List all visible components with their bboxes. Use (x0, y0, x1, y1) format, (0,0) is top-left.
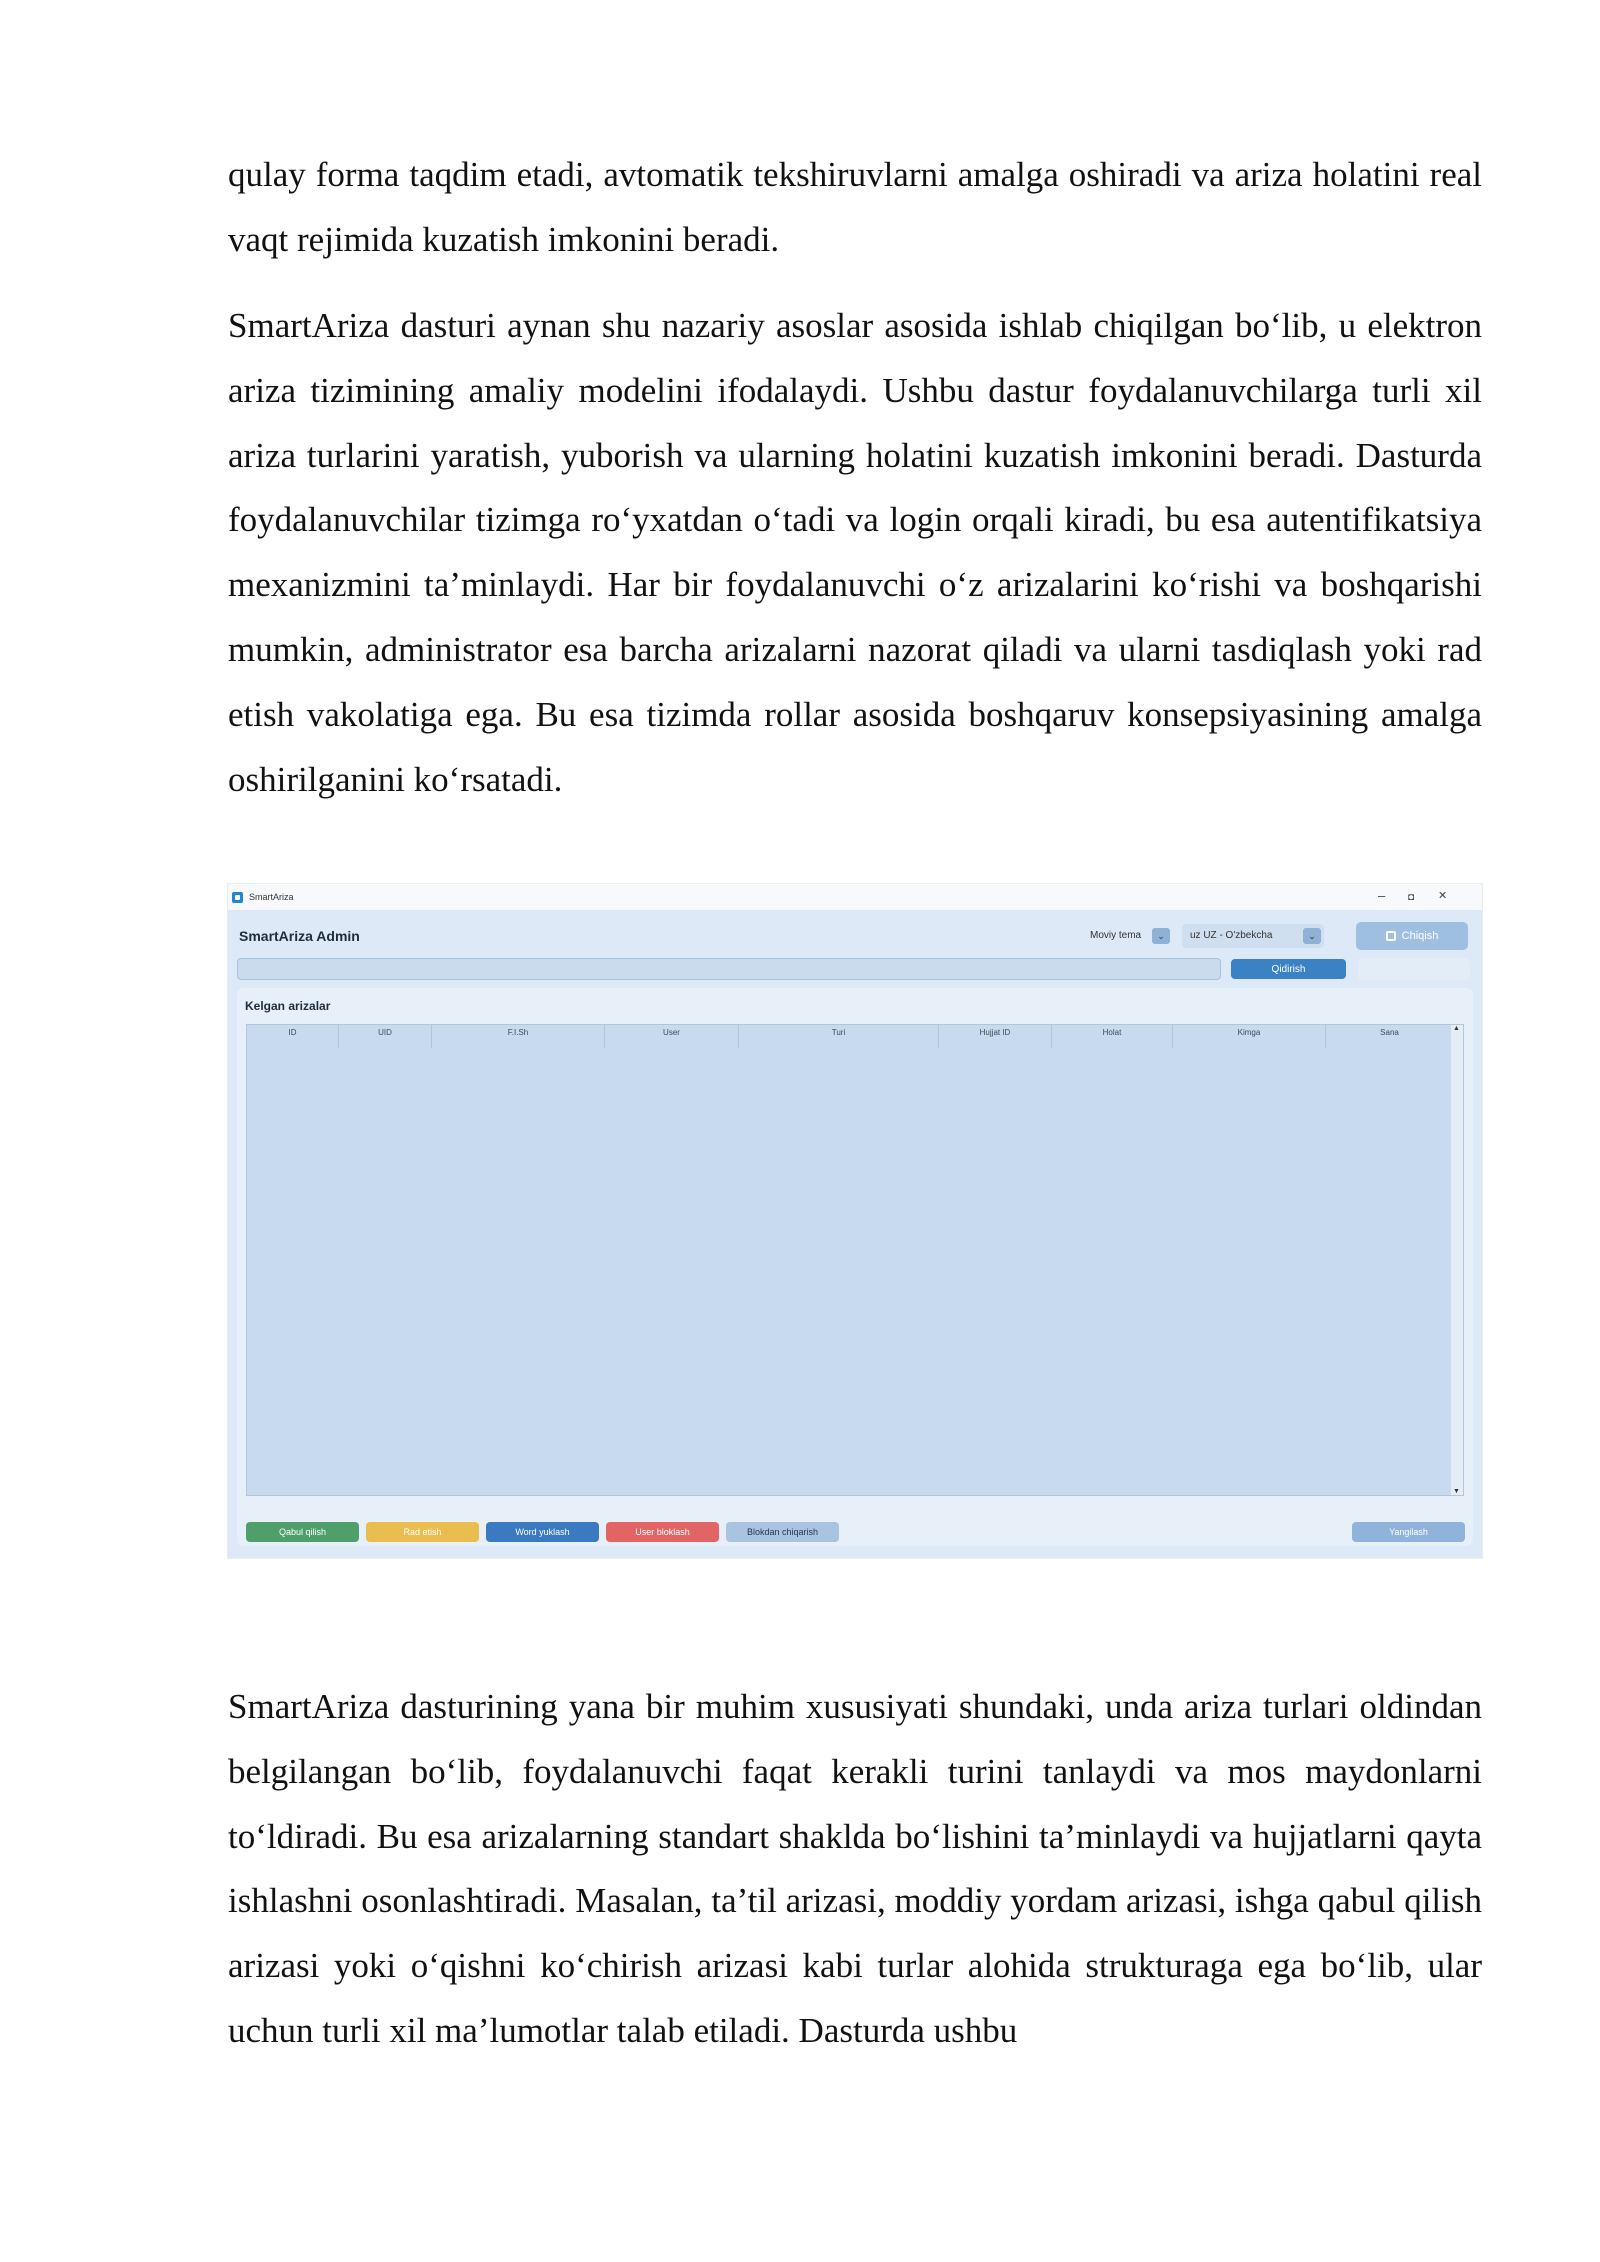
panel-title: Kelgan arizalar (245, 999, 331, 1013)
theme-label: Moviy tema (1090, 930, 1142, 941)
search-extra-field[interactable] (1358, 958, 1470, 980)
refresh-button[interactable]: Yangilash (1352, 1522, 1465, 1542)
admin-title: SmartAriza Admin (239, 928, 360, 944)
app-icon (232, 892, 243, 903)
paragraph-1: qulay forma taqdim etadi, avtomatik tekshiruvlarni amalga oshiradi va ariza holatini real vaqt rejimida kuzatish imkonini beradi. (228, 155, 1482, 259)
search-input[interactable] (237, 958, 1221, 980)
language-select[interactable] (1182, 924, 1324, 948)
window-titlebar (228, 884, 1482, 910)
table-scrollbar[interactable] (1451, 1025, 1463, 1495)
word-export-button[interactable]: Word yuklash (486, 1522, 599, 1542)
column-header-holat[interactable]: Holat (1052, 1025, 1173, 1048)
column-header-fish[interactable]: F.I.Sh (432, 1025, 605, 1048)
app-screenshot (228, 884, 1482, 1558)
approve-button[interactable]: Qabul qilish (246, 1522, 359, 1542)
applications-panel (237, 988, 1473, 1546)
paragraph-2: SmartAriza dasturi aynan shu nazariy asoslar asosida ishlab chiqilgan bo‘lib, u elektron ariza tizimining amaliy modelini ifodalaydi. Ushbu dastur foydalanuvchilarga turli xil ariza turlarini yaratish, yuborish va ularning holatini kuzatish imkonini beradi. Dasturda foydalanuvchilar tizimga ro‘yxatdan o‘tadi va login orqali kiradi, bu esa autentifikatsiya mexanizmini ta’minlaydi. Har bir foydalanuvchi o‘z arizalarini ko‘rishi va boshqarishi mumkin, administrator esa barcha arizalarni nazorat qiladi va ularni tasdiqlash yoki rad etish vakolatiga ega. Bu esa tizimda rollar asosida boshqaruv konsepsiyasining amalga oshirilganini ko‘rsatadi. (228, 306, 1482, 799)
language-value: uz UZ - O'zbekcha (1190, 930, 1273, 941)
reject-button[interactable]: Rad etish (366, 1522, 479, 1542)
column-header-id[interactable]: ID (247, 1025, 339, 1048)
column-header-uid[interactable]: UID (339, 1025, 432, 1048)
column-header-hujjat-id[interactable]: Hujjat ID (939, 1025, 1052, 1048)
header-row (228, 910, 1482, 954)
logout-button[interactable] (1356, 922, 1468, 950)
column-header-turi[interactable]: Turi (739, 1025, 939, 1048)
restore-icon[interactable]: ◘ (1408, 892, 1415, 903)
column-header-user[interactable]: User (605, 1025, 739, 1048)
column-header-sana[interactable]: Sana (1380, 1028, 1399, 1037)
theme-dropdown-icon[interactable]: ⌄ (1152, 928, 1170, 944)
logout-icon (1386, 931, 1396, 941)
close-icon[interactable]: ✕ (1438, 890, 1448, 902)
logout-label: Chiqish (1401, 930, 1439, 942)
unblock-button[interactable]: Blokdan chiqarish (726, 1522, 839, 1542)
window-title: SmartAriza (249, 892, 294, 902)
block-user-button[interactable]: User bloklash (606, 1522, 719, 1542)
column-header-kimga[interactable]: Kimga (1173, 1025, 1326, 1048)
paragraph-3: SmartAriza dasturining yana bir muhim xususiyati shundaki, unda ariza turlari oldindan belgilangan bo‘lib, foydalanuvchi faqat kerakli turini tanlaydi va mos maydonlarni to‘ldiradi. Bu esa arizalarning standart shaklda bo‘lishini ta’minlaydi va hujjatlarni qayta ishlashni osonlashtiradi. Masalan, ta’til arizasi, moddiy yordam arizasi, ishga qabul qilish arizasi yoki o‘qishni ko‘chirish arizasi kabi turlar alohida strukturaga ega bo‘lib, ular uchun turli xil ma’lumotlar talab etiladi. Dasturda ushbu (228, 1687, 1482, 2050)
scroll-up-icon[interactable]: ▲ (1453, 1025, 1460, 1032)
applications-table[interactable] (246, 1024, 1464, 1496)
search-button[interactable]: Qidirish (1231, 959, 1346, 979)
minimize-icon[interactable]: – (1378, 888, 1386, 903)
table-header (247, 1025, 1453, 1048)
language-dropdown-icon[interactable]: ⌄ (1303, 928, 1321, 944)
scroll-down-icon[interactable]: ▼ (1453, 1488, 1460, 1495)
